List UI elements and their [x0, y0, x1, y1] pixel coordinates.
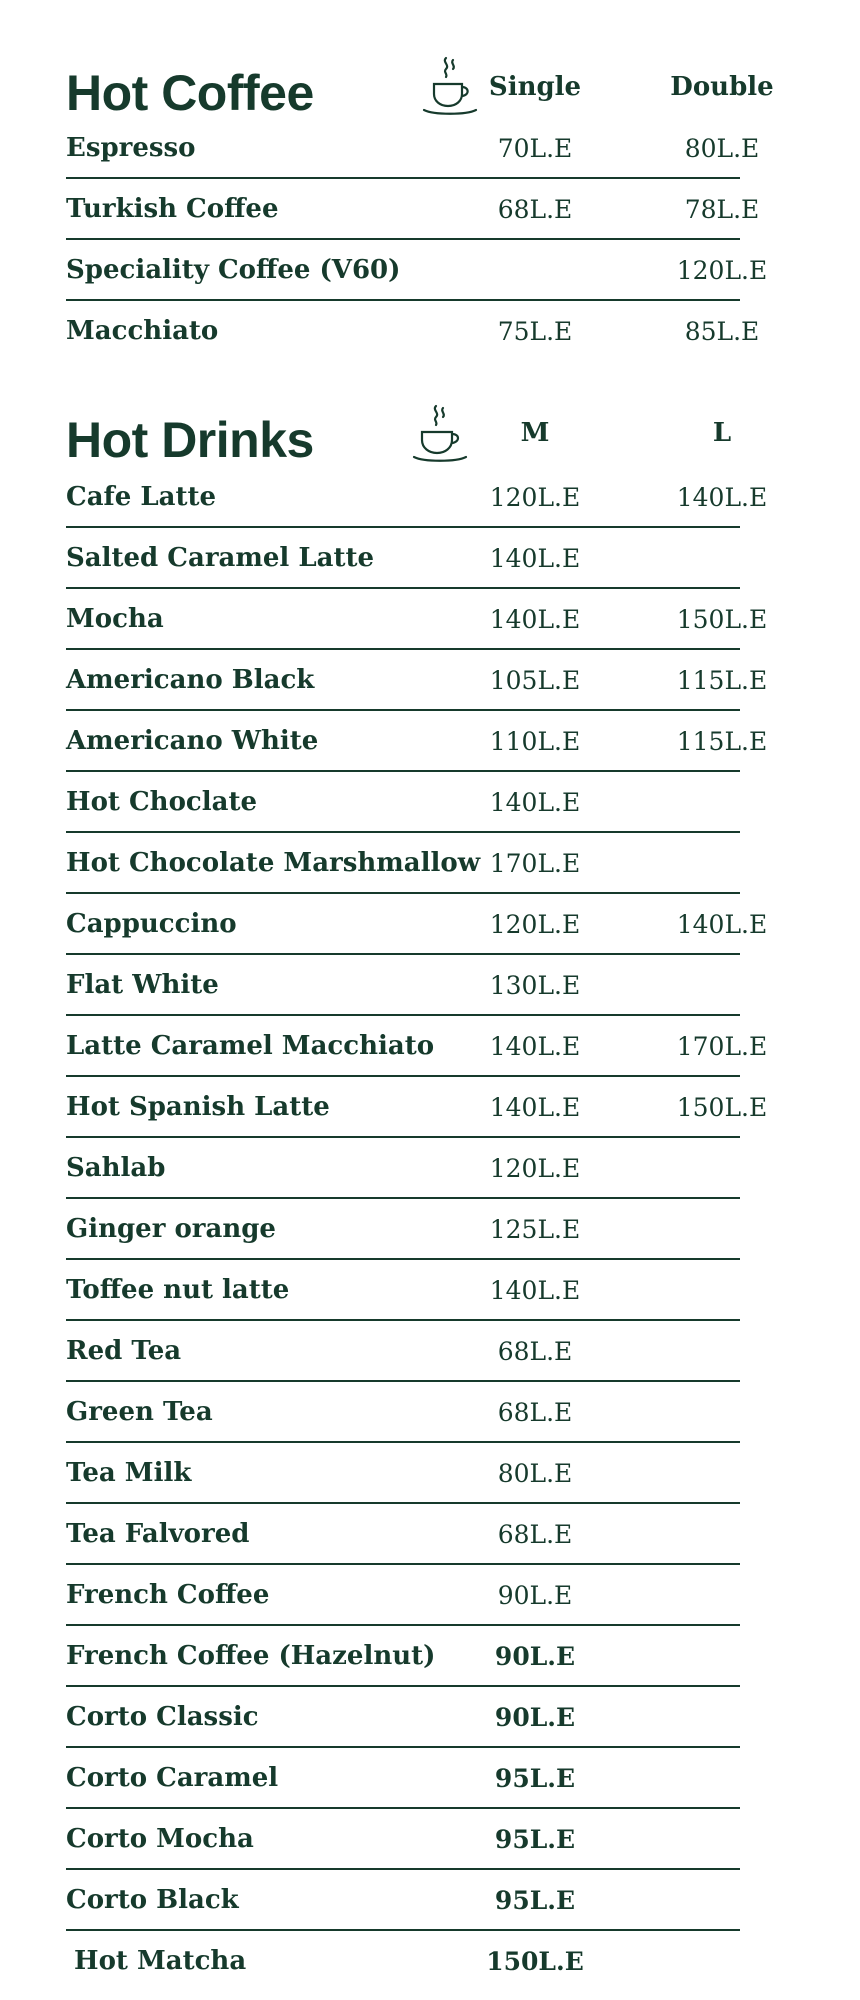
menu-item-price-m: 95L.E	[494, 1825, 576, 1854]
column-header-m: M	[520, 418, 550, 448]
menu-item-name: Speciality Coffee (V60)	[66, 255, 401, 285]
menu-item-price-l: 115L.E	[676, 727, 768, 756]
menu-item-price-l: 150L.E	[676, 1093, 768, 1122]
menu-item-name: Hot Chocolate Marshmallow	[66, 848, 481, 878]
menu-item-price-m: 68L.E	[497, 1398, 573, 1427]
menu-item-name: Corto Classic	[66, 1702, 259, 1732]
menu-item-row	[0, 1504, 860, 1565]
menu-item-price-m: 90L.E	[494, 1703, 576, 1732]
menu-item-price-l: 170L.E	[676, 1032, 768, 1061]
menu-item-row	[0, 1443, 860, 1504]
menu-item-row	[0, 467, 860, 528]
menu-item-name: Mocha	[66, 604, 164, 634]
menu-item-name: Salted Caramel Latte	[66, 543, 375, 573]
menu-item-price-m: 105L.E	[489, 666, 581, 695]
section-title: Hot Coffee	[66, 65, 314, 121]
menu-item-name: Tea Milk	[66, 1458, 192, 1488]
menu-item-row	[0, 1016, 860, 1077]
menu-item-price-m: 140L.E	[489, 605, 581, 634]
menu-item-row	[0, 1382, 860, 1443]
menu-item-price-m: 95L.E	[494, 1764, 576, 1793]
column-header-single: Single	[488, 72, 582, 102]
menu-item-row	[0, 833, 860, 894]
menu-item-price-l: 150L.E	[676, 605, 768, 634]
menu-item-name: Macchiato	[66, 316, 219, 346]
menu-item-price-m: 120L.E	[489, 1154, 581, 1183]
menu-item-price-m: 170L.E	[489, 849, 581, 878]
menu-item-name: Sahlab	[66, 1153, 166, 1183]
menu-item-price-m: 125L.E	[489, 1215, 581, 1244]
menu-item-name: Corto Black	[66, 1885, 239, 1915]
menu-item-name: French Coffee (Hazelnut)	[66, 1641, 436, 1671]
menu-item-price-m: 140L.E	[489, 1093, 581, 1122]
menu-item-price-m: 95L.E	[494, 1886, 576, 1915]
menu-item-price-l: 140L.E	[676, 483, 768, 512]
menu-item-price-m: 68L.E	[497, 1520, 573, 1549]
menu-item-price-m: 140L.E	[489, 788, 581, 817]
menu-item-price-m: 150L.E	[486, 1947, 584, 1976]
menu-item-price-single: 70L.E	[497, 134, 573, 163]
menu-item-name: Toffee nut latte	[66, 1275, 290, 1305]
menu-item-name: Corto Caramel	[66, 1763, 279, 1793]
menu-item-row	[0, 1931, 860, 1992]
menu-item-row	[0, 955, 860, 1016]
menu-item-price-double: 80L.E	[684, 134, 760, 163]
menu-item-name: French Coffee	[66, 1580, 270, 1610]
menu-item-row	[0, 528, 860, 589]
menu-item-name: Cafe Latte	[66, 482, 217, 512]
menu-item-name: Flat White	[66, 970, 219, 1000]
menu-item-row	[0, 1748, 860, 1809]
menu-item-price-single: 68L.E	[497, 195, 573, 224]
menu-item-name: Hot Choclate	[66, 787, 258, 817]
section-title: Hot Drinks	[66, 412, 314, 468]
menu-item-row	[0, 118, 860, 179]
menu-item-row	[0, 1077, 860, 1138]
menu-item-price-l: 115L.E	[676, 666, 768, 695]
menu-item-name: Green Tea	[66, 1397, 213, 1427]
menu-item-price-m: 68L.E	[497, 1337, 573, 1366]
menu-item-price-m: 90L.E	[497, 1581, 573, 1610]
menu-item-name: Hot Matcha	[74, 1946, 247, 1976]
menu-item-price-single: 75L.E	[497, 317, 573, 346]
menu-item-price-m: 90L.E	[494, 1642, 576, 1671]
menu-item-row	[0, 179, 860, 240]
menu-item-price-m: 140L.E	[489, 544, 581, 573]
menu-item-name: Corto Mocha	[66, 1824, 254, 1854]
menu-item-price-m: 80L.E	[497, 1459, 573, 1488]
menu-item-name: Americano White	[66, 726, 319, 756]
menu-item-price-m: 120L.E	[489, 483, 581, 512]
menu-item-price-double: 78L.E	[684, 195, 760, 224]
menu-item-row	[0, 1687, 860, 1748]
menu-item-row	[0, 1321, 860, 1382]
menu-item-name: Tea Falvored	[66, 1519, 250, 1549]
menu-item-row	[0, 301, 860, 362]
menu-item-row	[0, 1565, 860, 1626]
menu-item-price-double: 85L.E	[684, 317, 760, 346]
menu-item-price-m: 140L.E	[489, 1032, 581, 1061]
menu-item-price-m: 120L.E	[489, 910, 581, 939]
menu-item-price-l: 140L.E	[676, 910, 768, 939]
menu-item-name: Espresso	[66, 133, 196, 163]
menu-item-row	[0, 772, 860, 833]
column-header-double: Double	[670, 72, 774, 102]
menu-item-price-double: 120L.E	[676, 256, 768, 285]
menu-item-name: Americano Black	[66, 665, 315, 695]
menu-item-name: Latte Caramel Macchiato	[66, 1031, 435, 1061]
menu-item-row	[0, 894, 860, 955]
menu-item-row	[0, 650, 860, 711]
menu-item-row	[0, 1138, 860, 1199]
column-header-l: L	[712, 418, 732, 448]
menu-item-row	[0, 1260, 860, 1321]
menu-item-name: Ginger orange	[66, 1214, 276, 1244]
menu-item-row	[0, 1199, 860, 1260]
menu-item-price-m: 140L.E	[489, 1276, 581, 1305]
menu-item-row	[0, 711, 860, 772]
menu-item-name: Cappuccino	[66, 909, 237, 939]
menu-item-row	[0, 1870, 860, 1931]
menu-item-row	[0, 1626, 860, 1687]
menu-item-name: Hot Spanish Latte	[66, 1092, 330, 1122]
menu-item-name: Turkish Coffee	[66, 194, 279, 224]
menu-item-row	[0, 589, 860, 650]
menu-item-price-m: 130L.E	[489, 971, 581, 1000]
menu-item-name: Red Tea	[66, 1336, 182, 1366]
menu-item-price-m: 110L.E	[489, 727, 581, 756]
menu-item-row	[0, 240, 860, 301]
menu-item-row	[0, 1809, 860, 1870]
